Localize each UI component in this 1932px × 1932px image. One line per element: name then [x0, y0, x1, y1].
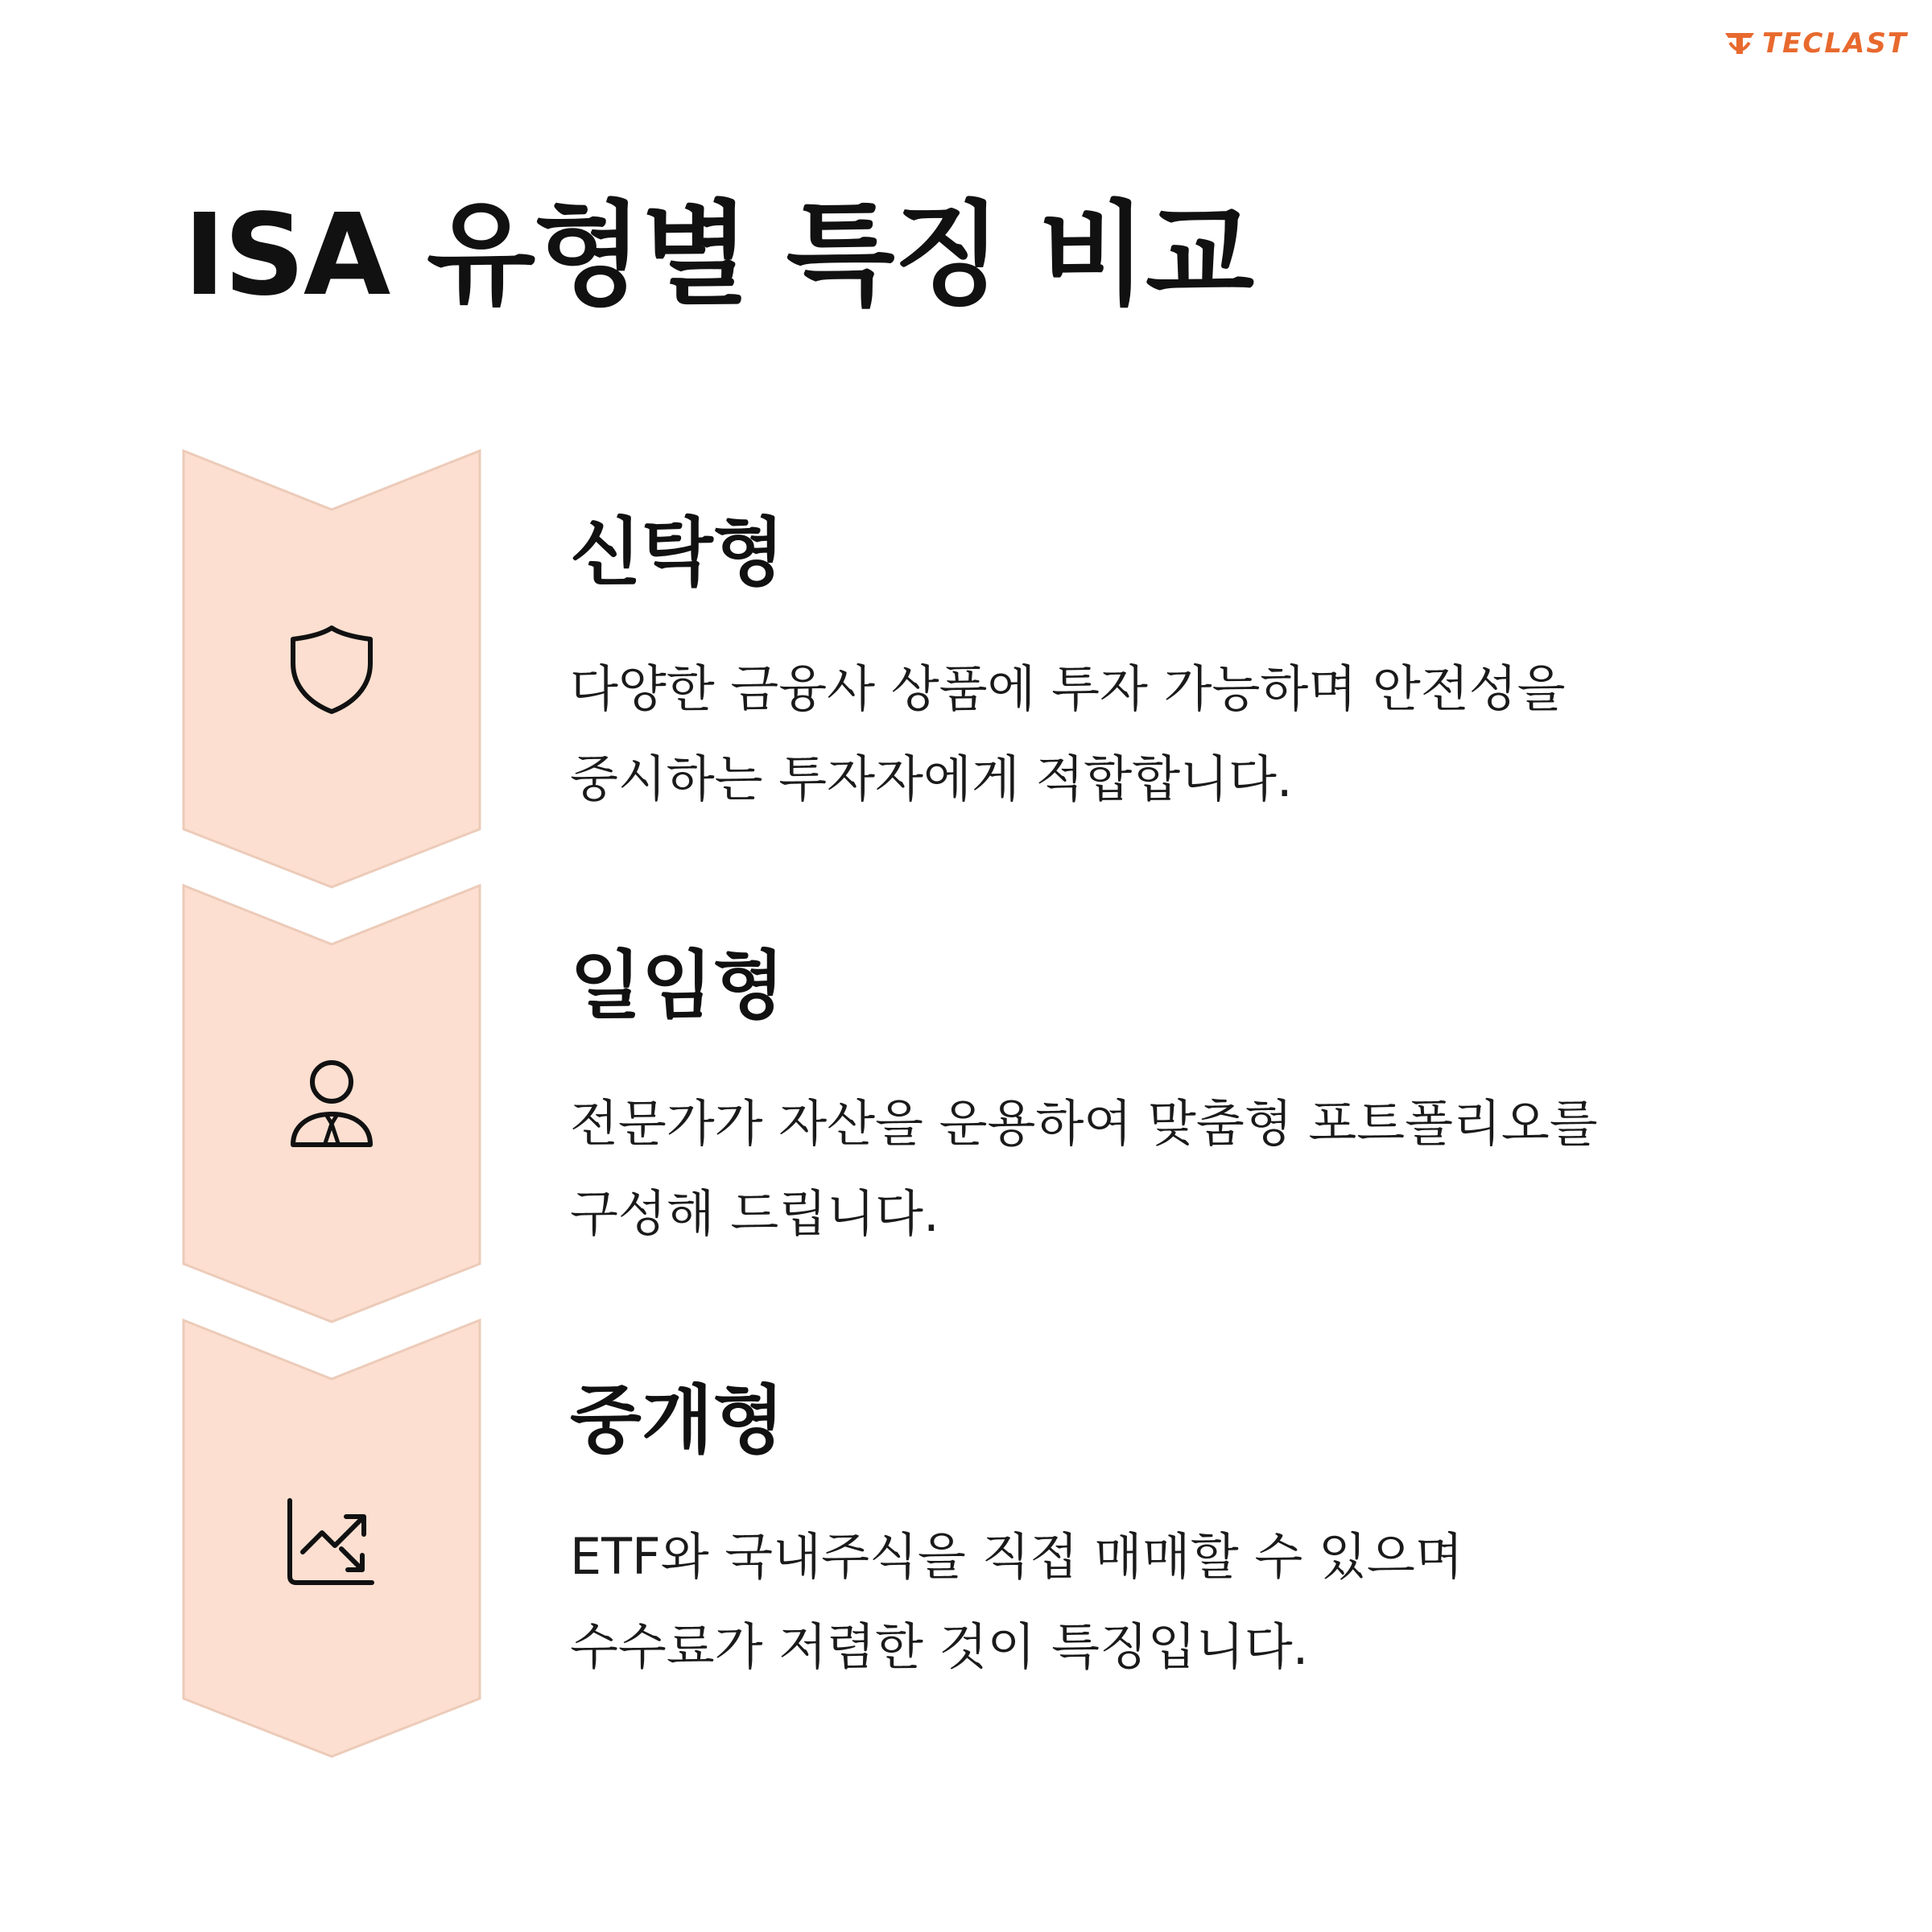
person-tie-icon — [287, 1059, 377, 1150]
page-title: ISA 유형별 특징 비교 — [184, 190, 1253, 321]
item-desc-line: ETF와 국내주식을 직접 매매할 수 있으며 — [570, 1527, 1463, 1586]
item-desc-discretionary — [570, 1079, 1598, 1259]
item-title-trust: 신탁형 — [570, 510, 785, 596]
item-desc-brokerage — [570, 1512, 1463, 1692]
trend-chart-icon — [283, 1496, 377, 1589]
item-title-discretionary: 일임형 — [570, 943, 785, 1029]
item-desc-line: 전문가가 자산을 운용하여 맞춤형 포트폴리오를 — [570, 1094, 1598, 1153]
item-desc-line: 중시하는 투자자에게 적합합니다. — [570, 749, 1293, 808]
item-desc-trust — [570, 644, 1566, 824]
logo-text: TECLAST — [1761, 27, 1908, 60]
item-title-brokerage: 중개형 — [570, 1377, 785, 1463]
shield-icon — [287, 625, 377, 715]
item-desc-line: 수수료가 저렴한 것이 특징입니다. — [570, 1617, 1309, 1676]
item-desc-line: 구성해 드립니다. — [570, 1184, 939, 1243]
item-desc-line: 다양한 금융사 상품에 투자 가능하며 안전성을 — [570, 659, 1566, 718]
